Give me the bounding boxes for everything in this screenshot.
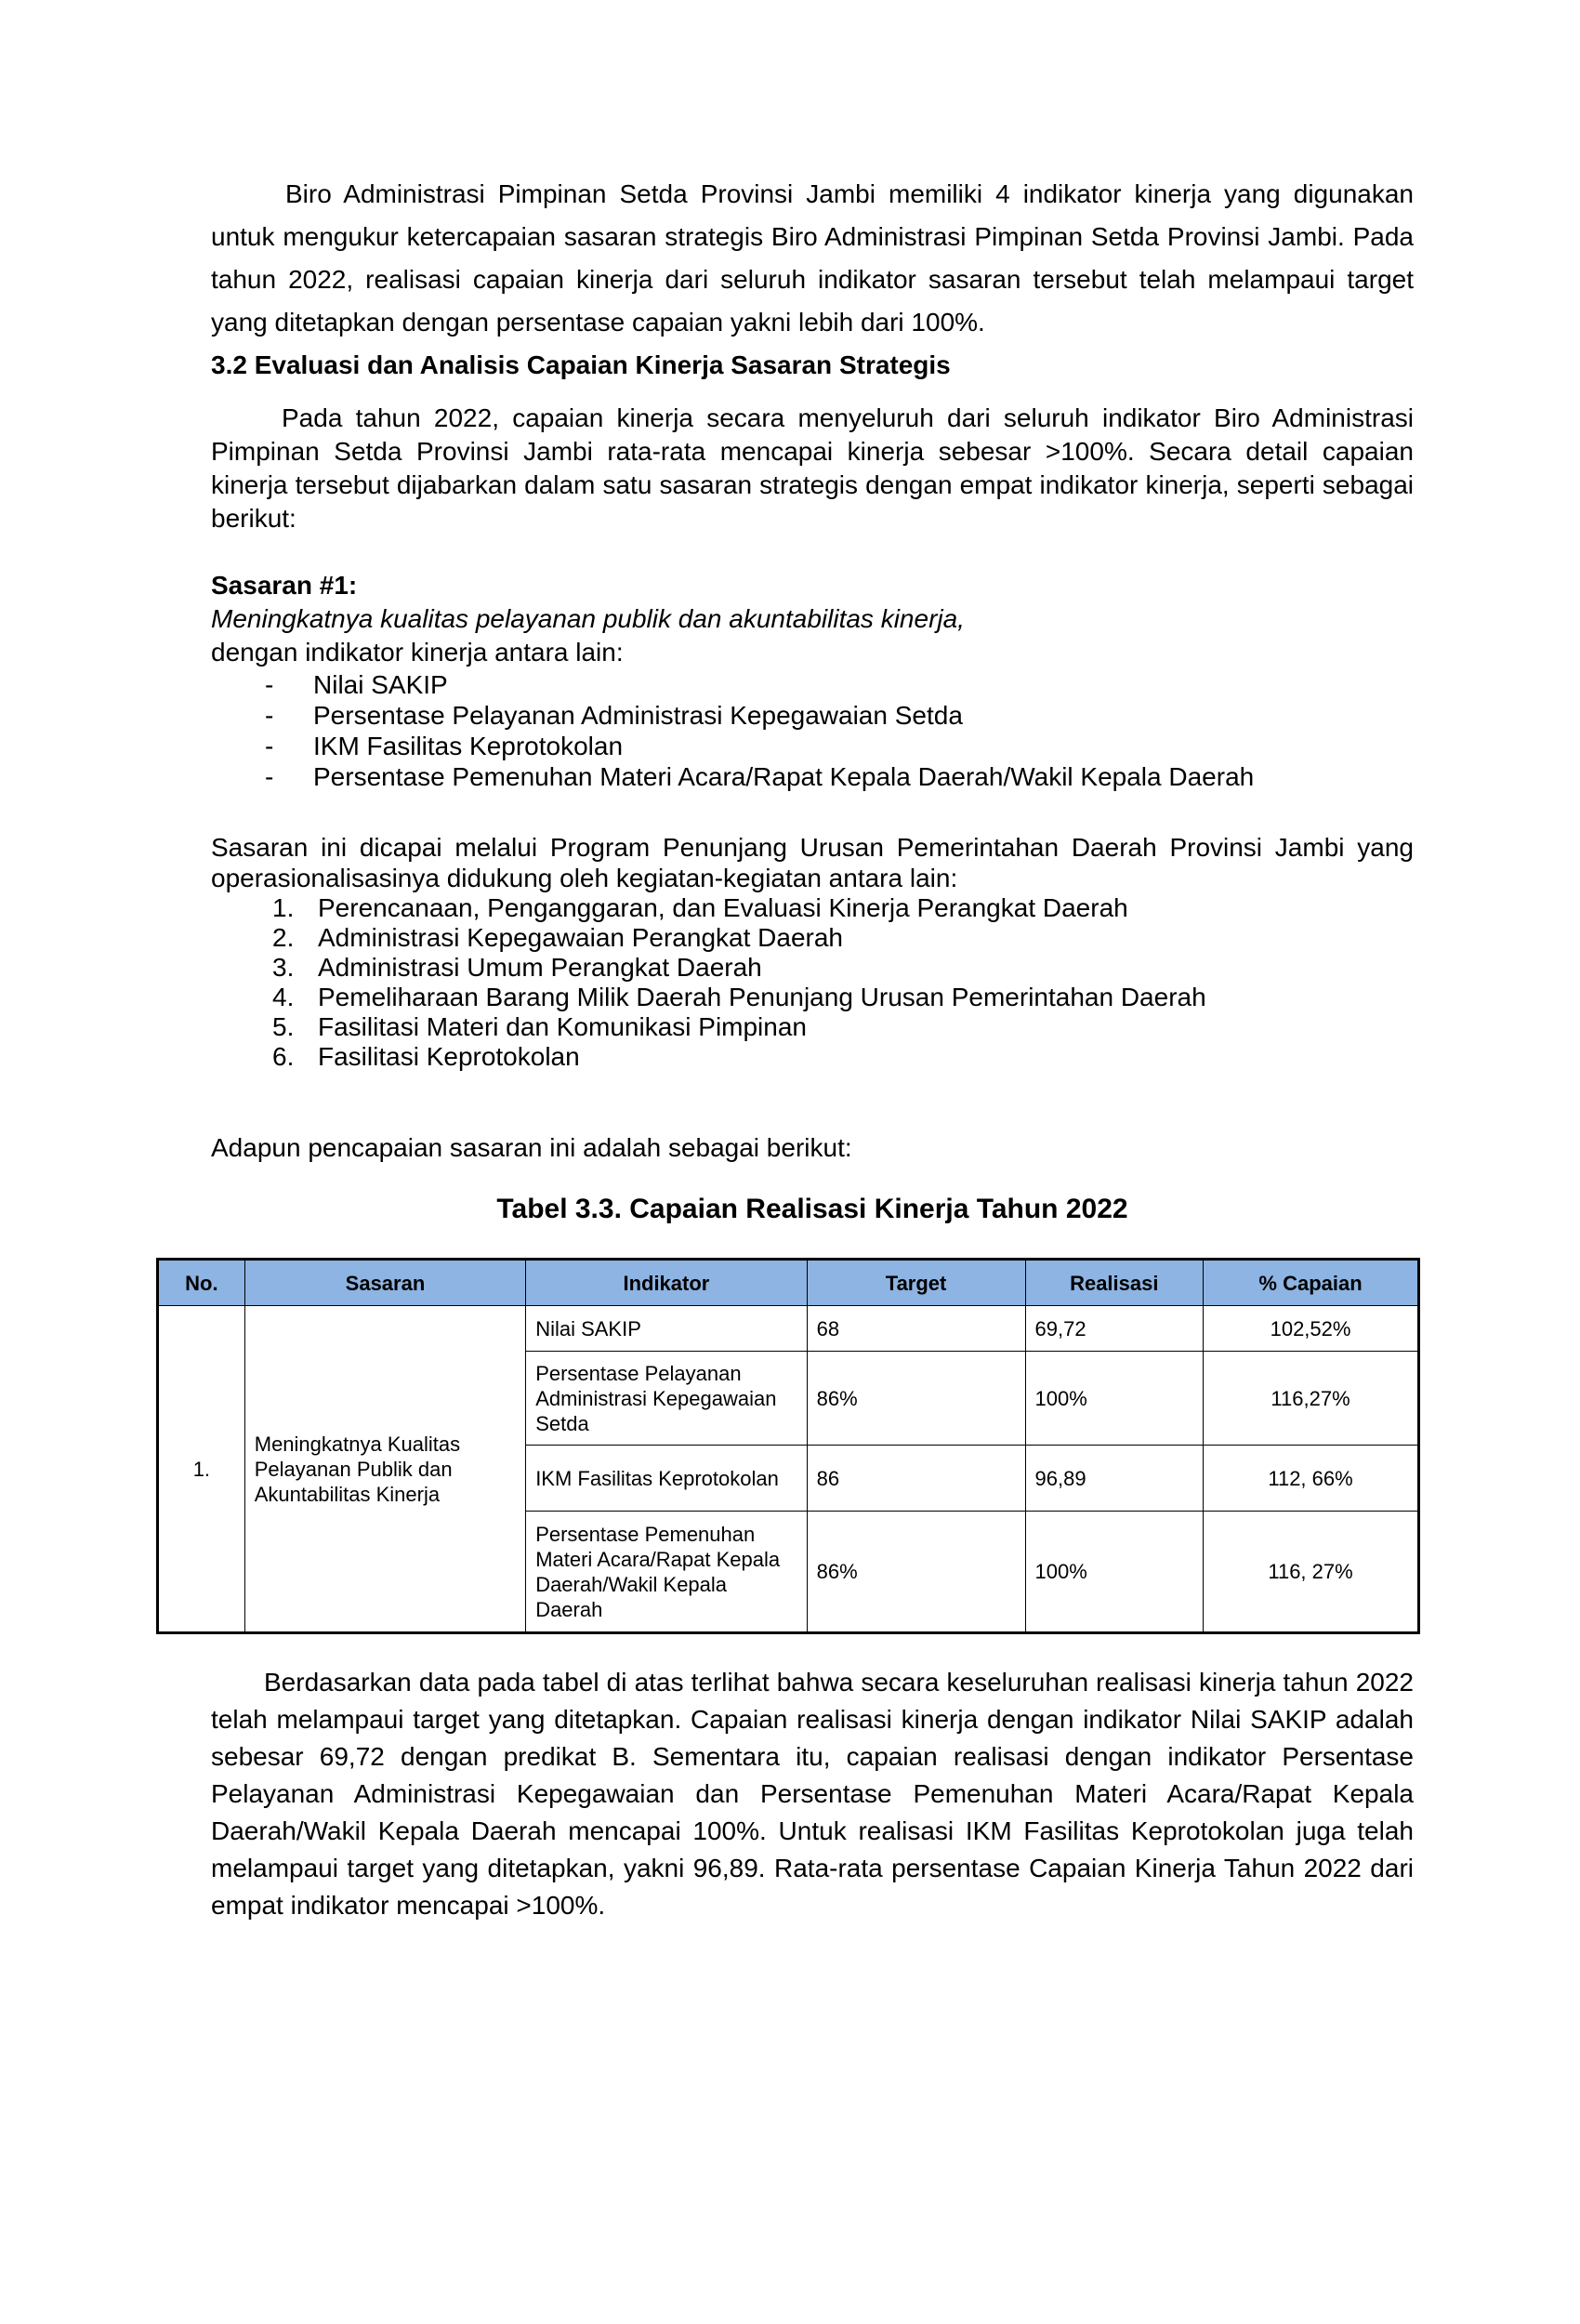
capaian-table [156,1258,1420,1634]
closing-paragraph: Berdasarkan data pada tabel di atas terlihat bahwa secara keseluruhan realisasi kinerja tahun 2022 telah melampaui target yang ditetapkan. Capaian realisasi kinerja dengan indikator Nilai SAKIP adalah sebesar 69,72 dengan predikat B. Sementara itu, capaian realisasi dengan indikator Persentase Pelayanan Administrasi Kepegawaian dan Persentase Pemenuhan Materi Acara/Rapat Kepala Daerah/Wakil Kepala Daerah mencapai 100%. Untuk realisasi IKM Fasilitas Keprotokolan juga telah melampaui target yang ditetapkan, yakni 96,89. Rata-rata persentase Capaian Kinerja Tahun 2022 dari empat indikator mencapai >100%. [211,1668,1414,1920]
bullet-dash: - [265,670,274,699]
list-item-label: Administrasi Umum Perangkat Daerah [318,953,762,982]
list-number: 4. [272,983,295,1011]
sasaran-label: Sasaran #1: [211,571,358,600]
col-header-indikator: Indikator [526,1260,807,1306]
program-paragraph: Sasaran ini dicapai melalui Program Penunjang Urusan Pemerintahan Daerah Provinsi Jambi yang operasionalisasinya didukung oleh kegiatan-kegiatan antara lain: [211,833,1414,892]
list-number: 1. [272,893,295,922]
table-row [158,1306,1419,1352]
section-heading: 3.2 Evaluasi dan Analisis Capaian Kinerja Sasaran Strategis [211,350,951,379]
kegiatan-numbered-list [211,893,1414,1072]
cell-indikator: Nilai SAKIP [526,1306,807,1352]
list-item [211,953,1414,983]
list-item [211,1042,1414,1072]
table-caption: Tabel 3.3. Capaian Realisasi Kinerja Tahun 2022 [496,1194,1128,1224]
bullet-dash: - [265,701,274,730]
intro-paragraph: Biro Administrasi Pimpinan Setda Provinsi Jambi memiliki 4 indikator kinerja yang digunakan untuk mengukur ketercapaian sasaran strategis Biro Administrasi Pimpinan Setda Provinsi Jambi. Pada tahun 2022, realisasi capaian kinerja dari seluruh indikator sasaran tersebut telah melampaui target yang ditetapkan dengan persentase capaian yakni lebih dari 100%. [211,179,1414,337]
list-item [211,731,1414,761]
list-item-label: Persentase Pemenuhan Materi Acara/Rapat Kepala Daerah/Wakil Kepala Daerah [313,762,1255,791]
cell-capaian: 102,52% [1204,1306,1419,1352]
list-item-label: Perencanaan, Penganggaran, dan Evaluasi Kinerja Perangkat Daerah [318,893,1128,922]
list-item-label: Fasilitasi Materi dan Komunikasi Pimpinan [318,1012,807,1041]
col-header-capaian: % Capaian [1204,1260,1419,1306]
list-item [211,761,1414,792]
col-header-sasaran: Sasaran [244,1260,525,1306]
list-number: 6. [272,1042,295,1071]
cell-target: 68 [807,1306,1025,1352]
list-item [211,983,1414,1012]
list-item-label: Pemeliharaan Barang Milik Daerah Penunjang Urusan Pemerintahan Daerah [318,983,1206,1011]
cell-realisasi: 96,89 [1025,1446,1204,1512]
cell-sasaran: Meningkatnya Kualitas Pelayanan Publik dan Akuntabilitas Kinerja [244,1306,525,1633]
col-header-no: No. [158,1260,245,1306]
list-item [211,1012,1414,1042]
list-item-label: Nilai SAKIP [313,670,448,699]
text-column [185,0,1414,1924]
cell-capaian: 116, 27% [1204,1512,1419,1633]
cell-realisasi: 69,72 [1025,1306,1204,1352]
list-item-label: Administrasi Kepegawaian Perangkat Daerah [318,923,843,952]
cell-target: 86 [807,1446,1025,1512]
cell-target: 86% [807,1512,1025,1633]
cell-capaian: 112, 66% [1204,1446,1419,1512]
list-item-label: Persentase Pelayanan Administrasi Kepegawaian Setda [313,701,963,730]
bullet-dash: - [265,732,274,760]
cell-indikator: Persentase Pemenuhan Materi Acara/Rapat Kepala Daerah/Wakil Kepala Daerah [526,1512,807,1633]
overview-paragraph: Pada tahun 2022, capaian kinerja secara menyeluruh dari seluruh indikator Biro Administrasi Pimpinan Setda Provinsi Jambi rata-rata mencapai kinerja sebesar >100%. Secara detail capaian kinerja tersebut dijabarkan dalam satu sasaran strategis dengan empat indikator kinerja, seperti sebagai berikut: [211,403,1414,533]
sasaran-block [211,569,1414,669]
list-item-label: IKM Fasilitas Keprotokolan [313,732,624,760]
list-number: 5. [272,1012,295,1041]
list-number: 3. [272,953,295,982]
cell-no: 1. [158,1306,245,1633]
indicator-bullet-list [211,669,1414,792]
cell-indikator: Persentase Pelayanan Administrasi Kepegawaian Setda [526,1352,807,1446]
cell-realisasi: 100% [1025,1352,1204,1446]
list-item [211,700,1414,731]
table-header-row [158,1260,1419,1306]
list-number: 2. [272,923,295,952]
cell-indikator: IKM Fasilitas Keprotokolan [526,1446,807,1512]
list-item [211,923,1414,953]
cell-target: 86% [807,1352,1025,1446]
sasaran-indicator-intro: dengan indikator kinerja antara lain: [211,638,624,667]
adapun-line: Adapun pencapaian sasaran ini adalah sebagai berikut: [211,1133,852,1162]
bullet-dash: - [265,762,274,791]
cell-realisasi: 100% [1025,1512,1204,1633]
list-item [211,893,1414,923]
list-item [211,669,1414,700]
sasaran-description: Meningkatnya kualitas pelayanan publik dan akuntabilitas kinerja, [211,604,965,633]
list-item-label: Fasilitasi Keprotokolan [318,1042,580,1071]
cell-capaian: 116,27% [1204,1352,1419,1446]
col-header-target: Target [807,1260,1025,1306]
col-header-realisasi: Realisasi [1025,1260,1204,1306]
